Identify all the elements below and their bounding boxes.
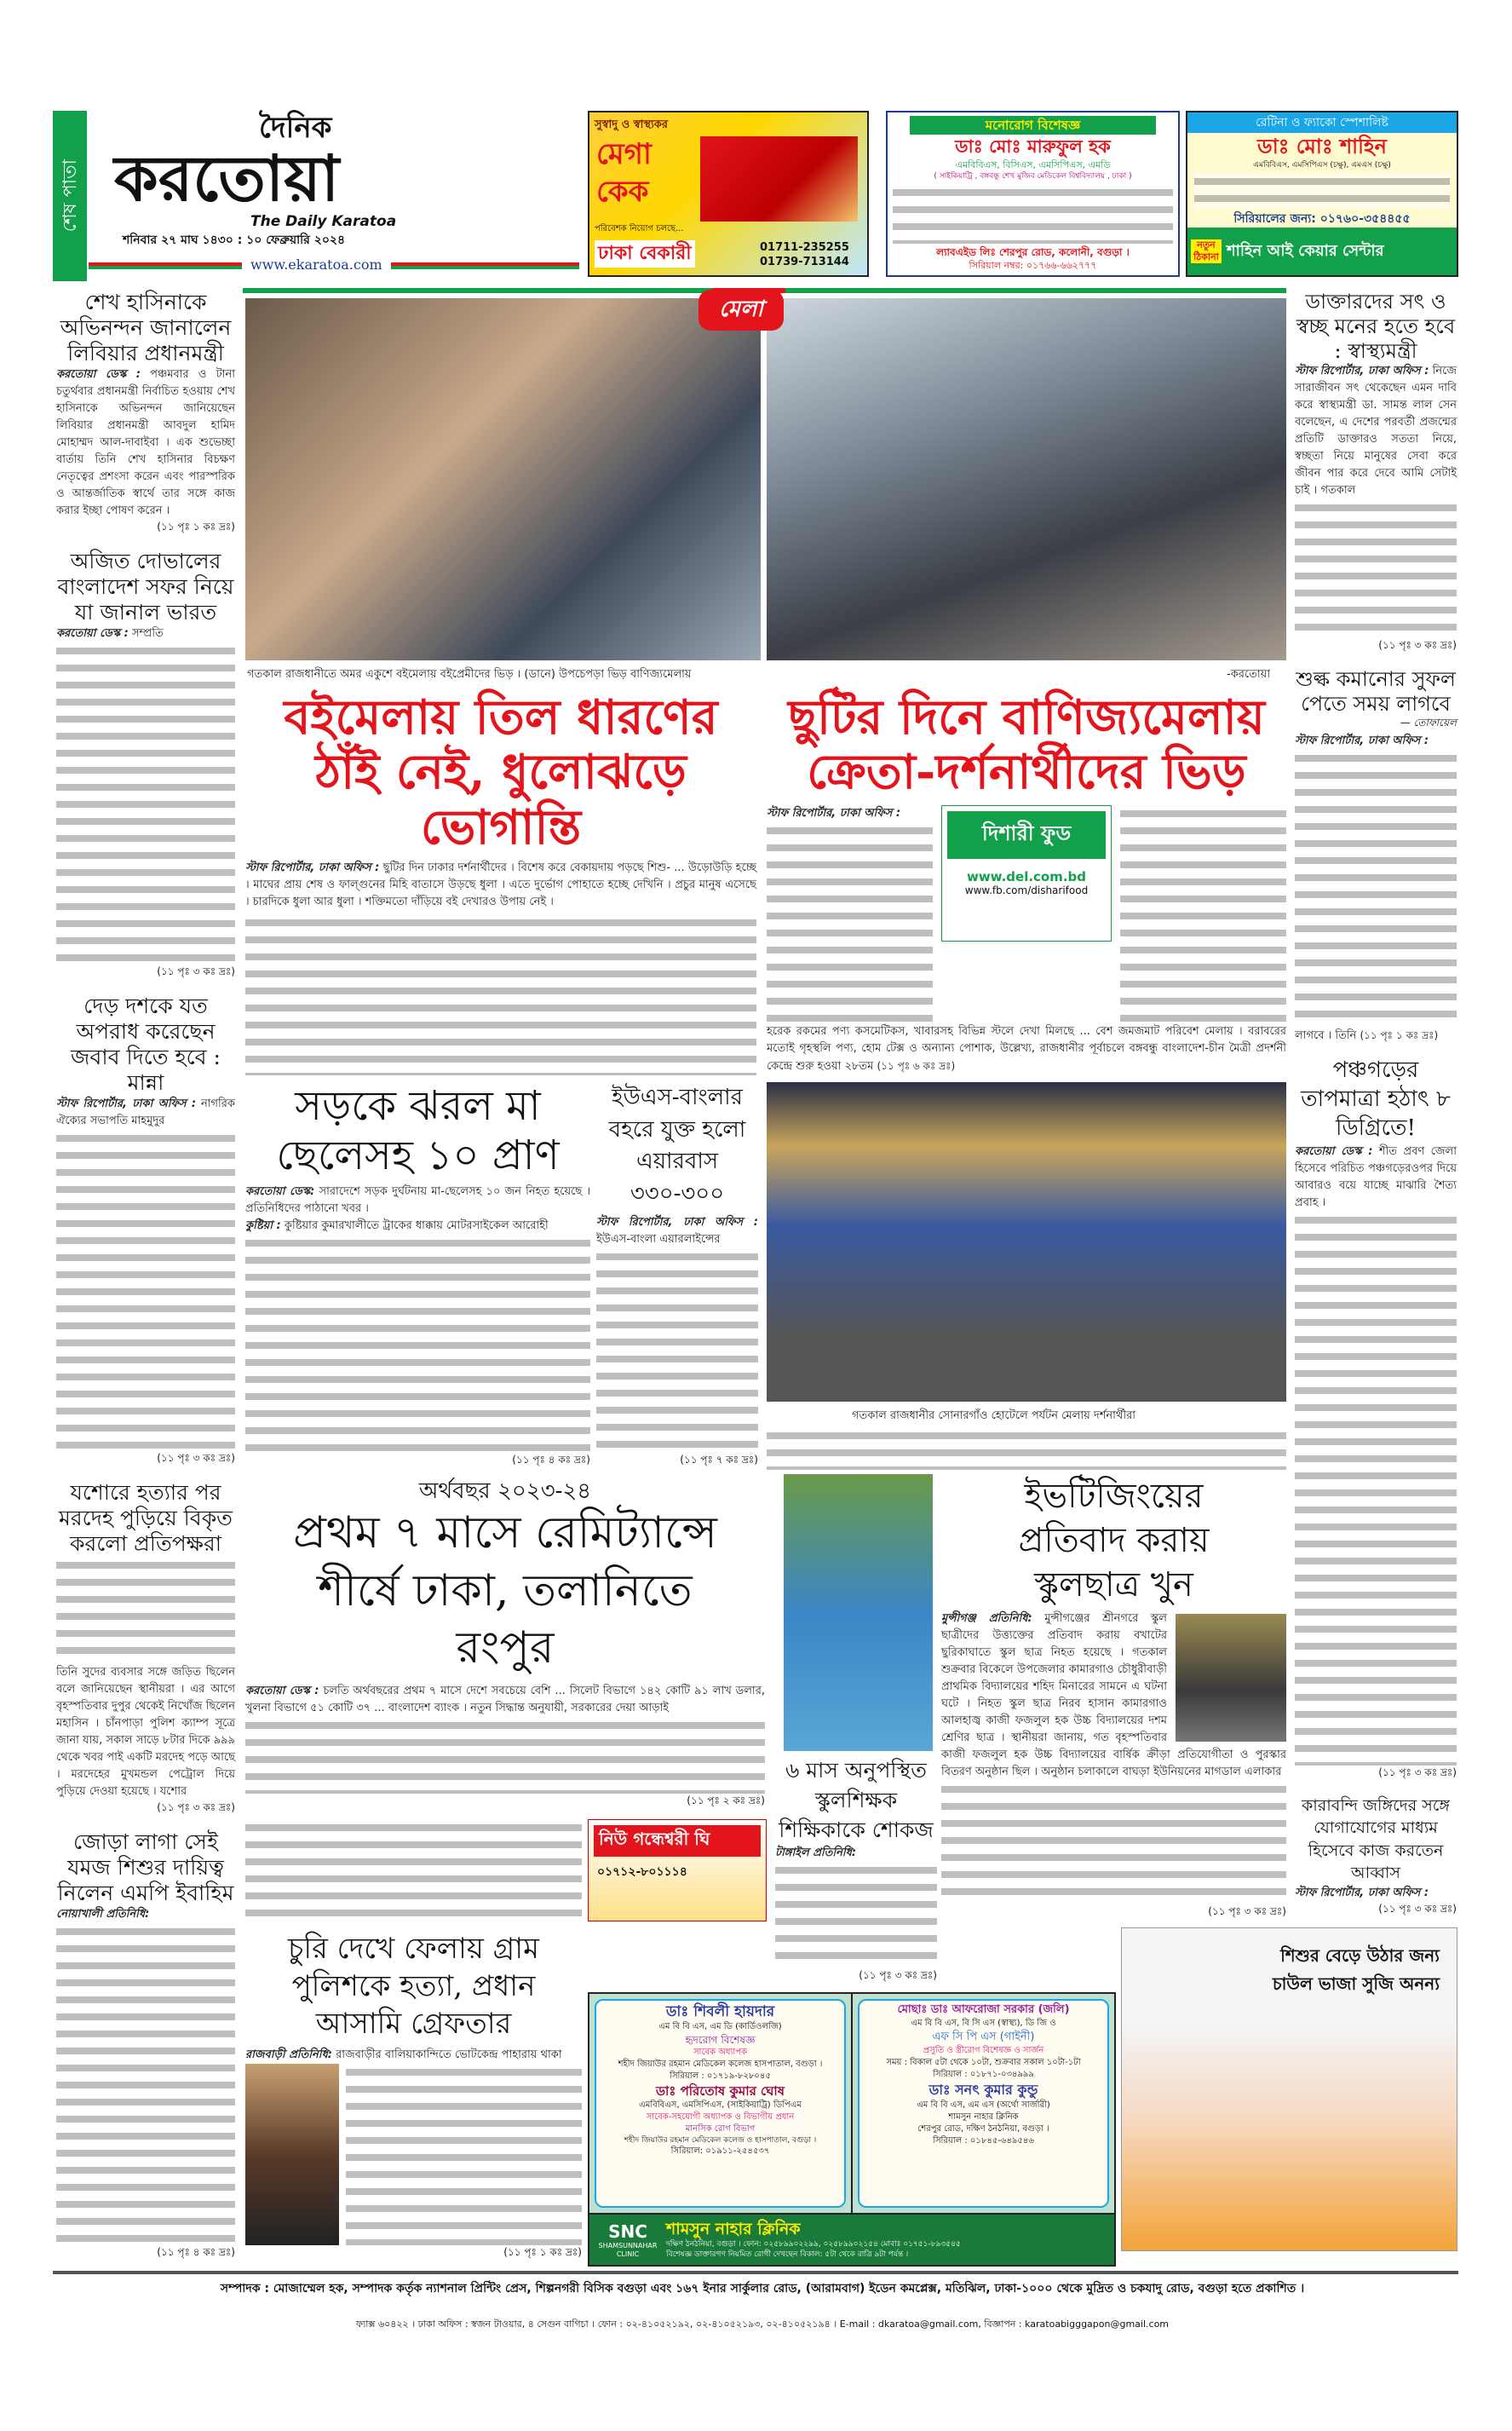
byline: — তোফায়েল xyxy=(1400,717,1457,729)
masthead-logo: করতোয়া xyxy=(114,142,340,216)
headline: কারাবন্দি জঙ্গিদের সঙ্গে যোগাযোগের মাধ্যম হিসেবে কাজ করতেন আব্বাস xyxy=(1302,1795,1450,1883)
story-tradefair xyxy=(767,690,1286,1075)
story-text: সম্প্রতি xyxy=(132,627,164,640)
doctor-address: শেরপুর রোড, দক্ষিণ ঠনঠনিয়া, বগুড়া । xyxy=(917,2124,1049,2134)
right-column xyxy=(1295,290,1457,1919)
story-eveteasing xyxy=(941,1474,1286,1921)
continued-ref: (১১ পৃঃ ৩ কঃ দ্রঃ) xyxy=(859,1969,937,1981)
ad-subtitle: চাউল ভাজা সুজি অনন্য xyxy=(1272,1973,1440,1994)
ad-header: রেটিনা ও ফ্যাকো স্পেশালিষ্ট xyxy=(1187,112,1457,133)
dateline: স্টাফ রিপোর্টার, ঢাকা অফিস : xyxy=(1295,1887,1429,1899)
story-remittance xyxy=(245,1478,765,1811)
dishari-food-ad xyxy=(941,805,1112,942)
story-text: রাজবাড়ীর বালিয়াকান্দিতে ভোটকেন্দ্র পাহারায় থাকা xyxy=(336,2048,562,2061)
story-text: কুষ্টিয়ার কুমারখালীতে ট্রাকের ধাক্কায় মোটরসাইকেল আরোহী xyxy=(284,1219,549,1233)
tourism-fair-photo xyxy=(767,1082,1286,1402)
headline: শুল্ক কমানোর সুফল পেতে সময় লাগবে xyxy=(1296,666,1456,716)
headline: দেড় দশকে যত অপরাধ করেছেন জবাব দিতে হবে : মান্না xyxy=(71,993,221,1095)
continued-ref: (১১ পৃঃ ৩ কঃ দ্রঃ) xyxy=(1378,1766,1457,1778)
ad-phone: 01711-235255 xyxy=(760,241,849,254)
serial-number: সিরিয়াল : ০১৮৪৫-৬৪৯৫৪৬ xyxy=(933,2136,1034,2146)
story-jessore xyxy=(56,1480,235,1817)
story-panchagarh xyxy=(1295,1057,1457,1782)
serial-number: সিরিয়াল: ০১৯১১-২৫৪৫৩৭ xyxy=(670,2146,770,2156)
headline: অজিত দোভালের বাংলাদেশ সফর নিয়ে যা জানাল ভারত xyxy=(57,549,234,625)
dateline: করতোয়া ডেস্ক : xyxy=(56,627,129,640)
continued-ref: (১১ পৃঃ ৪ কঃ দ্রঃ) xyxy=(157,2246,235,2259)
headline: বইমেলায় তিল ধারণের ঠাঁই নেই, ধুলোঝড়ে ভোগান্তি xyxy=(284,689,718,855)
clinic-banner xyxy=(589,2213,1114,2265)
story-text: সারাদেশে সড়ক দুর্ঘটনায় মা-ছেলেসহ ১০ জন নিহত হয়েছে । প্রতিনিধিদের পাঠানো খবর । xyxy=(245,1185,590,1216)
story-police xyxy=(245,1930,582,2262)
story-text: ছুটির দিন ঢাকার দর্শনার্থীদের । বিশেষ করে বেকায়দায় পড়ছে শিশু- ... উড়োউড়ি হচ্ছে । মাঘের প্রায় শেষ ও ফাল্গুনের মিহি বাতাসে উড়ছে ধুলা । এতে দুর্ভোগ পোহাতে হচ্ছে দেখিনি । প্রচুর মানুষ এসেছে । চারদিকে ধুলা আর ধুলা । শক্তিমতো দাঁড়িয়ে বই দেখারও উপায় নেই । xyxy=(245,861,756,909)
ad-title: শিশুর বেড়ে উঠার জন্য xyxy=(1280,1945,1440,1966)
ad-phone: 01739-713144 xyxy=(760,256,849,268)
dateline: স্টাফ রিপোর্টার, ঢাকা অফিস : xyxy=(1295,734,1429,748)
clinic-name: শামসুন নাহার ক্লিনিক xyxy=(666,2220,801,2238)
continued-ref: (১১ পৃঃ ৩ কঃ দ্রঃ) xyxy=(157,1801,235,1814)
headline: ইউএস-বাংলার বহরে যুক্ত হলো এয়ারবাস ৩৩০-৩০০ xyxy=(608,1085,746,1207)
ad-note: পরিবেশক নিয়োগ চলছে... xyxy=(595,224,684,233)
eye-specialist-ad xyxy=(1186,111,1458,277)
dateline: স্টাফ রিপোর্টার, ঢাকা অফিস : xyxy=(596,1215,758,1229)
headline: ডাক্তারদের সৎ ও স্বচ্ছ মনের হতে হবে : স্বাস্থ্যমন্ত্রী xyxy=(1296,290,1456,363)
section-strip xyxy=(53,111,87,281)
story-text: লাগবে । তিনি xyxy=(1295,1029,1357,1043)
ad-phone: ০১৭১২-৮০১১১৪ xyxy=(597,1865,687,1879)
ad-title: মেগা xyxy=(596,137,652,171)
serial-number: সিরিয়ালের জন্য: ০১৭৬০-৩৫৪৪৫৫ xyxy=(1233,212,1411,226)
story-text: পঞ্চমবার ও টানা চতুর্থবার প্রধানমন্ত্রী নির্বাচিত হওয়ায় শেখ হাসিনাকে অভিনন্দন জানিয়েছেন লিবিয়ার প্রধানমন্ত্রী আবদুল হামিদ মোহাম্মদ আল-দাবাইবা । এক শুভেচ্ছা বার্তায় তিনি শেখ হাসিনার বিচক্ষণ নেতৃত্বের প্রশংসা করেন এবং পারস্পরিক ও আন্তর্জাতিক স্বার্থে তার সঙ্গে কাজ করার ইচ্ছা পোষণ করেন । xyxy=(56,368,235,517)
headline: যশোরে হত্যার পর মরদেহ পুড়িয়ে বিকৃত করলো প্রতিপক্ষরা xyxy=(59,1480,233,1557)
website-link[interactable]: www.ekaratoa.com xyxy=(242,256,391,274)
masthead-prefix: দৈনিক xyxy=(259,111,332,145)
doctor-name: ডাঃ পরিতোষ কুমার ঘোষ xyxy=(655,2083,785,2099)
continued-ref: (১১ পৃঃ ৩ কঃ দ্রঃ) xyxy=(1378,638,1457,651)
doctor-name: মোছাঃ ডাঃ আফরোজা সরকার (জলি) xyxy=(897,2003,1070,2016)
ad-brand: দিশারী ফুড xyxy=(947,811,1106,859)
baby-food-ad xyxy=(1121,1927,1457,2251)
story-text: তিনি সুদের ব্যবসার সঙ্গে জড়িত ছিলেন বলে জানিয়েছেন স্থানীয়রা । এর আগে বৃহস্পতিবার দুপুর থেকেই নিখোঁজ ছিলেন মহাসিন । চাঁনপাড়া পুলিশ ক্যাম্প সূত্রে জানা যায়, সকাল সাড়ে ৮টার দিকে ৯৯৯ থেকে খবর পাই একটি মরদেহ পড়ে আছে । মরদেহের মুখমন্ডল পেট্রোল দিয়ে পুড়িয়ে দেওয়া হয়েছে । যশোর xyxy=(56,1666,235,1799)
dateline: স্টাফ রিপোর্টার, ঢাকা অফিস : xyxy=(1295,365,1429,378)
continued-ref: (১১ পৃঃ ৭ কঃ দ্রঃ) xyxy=(680,1454,758,1466)
continued-ref: (১১ পৃঃ ৩ কঃ দ্রঃ) xyxy=(157,965,235,977)
headline: শেখ হাসিনাকে অভিনন্দন জানালেন লিবিয়ার প্রধানমন্ত্রী xyxy=(60,290,232,366)
headline: সড়কে ঝরল মা ছেলেসহ ১০ প্রাণ xyxy=(276,1082,560,1179)
cake-box-image xyxy=(700,136,858,222)
footer-contacts: ফ্যাক্স ৬০৪২২ । ঢাকা অফিস : স্বজন টাওয়ার, ৪ সেগুন বাগিচা । ফোন : ০২-৪১০৫২১৯২, ০২-৪১০৫২১৯৩, ০২-৪১০৫২১৯৪ । E-mail : dkaratoa@gmail.com, বিজ্ঞাপন : karatoabigggapon@gmail.com xyxy=(355,2319,1170,2330)
doctors-ad xyxy=(588,1992,1116,2267)
dateline: করতোয়া ডেস্ক : xyxy=(245,1684,319,1697)
dateline: করতোয়া ডেস্ক : xyxy=(56,368,141,381)
dateline: করতোয়া ডেস্ক: xyxy=(245,1185,315,1199)
photo-caption: গতকাল রাজধানীতে অমর একুশে বইমেলায় বইপ্রেমীদের ভিড় । (ডানে) উপচেপড়া ভিড় বাণিজ্যমেলায় xyxy=(247,668,692,681)
dateline: করতোয়া ডেস্ক : xyxy=(1295,1144,1373,1158)
doctor-institute: শহীদ জিয়াউর রহমান মেডিকেল কলেজ হাসপাতাল, বগুড়া । xyxy=(618,2059,823,2069)
footer-imprint: সম্পাদক : মোজাম্মেল হক, সম্পাদক কর্তৃক ন্যাশনাল প্রিন্টিং প্রেস, শিল্পনগরী বিসিক বগুড়া এবং ১৬৭ ইনার সার্কুলার রোড, (আরামবাগ) ইডেন কমপ্লেক্স, মতিঝিল, ঢাকা-১০০০ থেকে মুদ্রিত ও চকযাদু রোড, বগুড়া হতে প্রকাশিত । xyxy=(220,2282,1305,2296)
story-abbas xyxy=(1295,1794,1457,1919)
story-usbangla xyxy=(596,1082,758,1470)
teacher-photo xyxy=(784,1474,933,1751)
ad-title: কেক xyxy=(596,175,649,209)
ad-header: মনোরোগ বিশেষজ্ঞ xyxy=(910,116,1156,135)
continued-ref: (১১ পৃঃ ৬ কঃ দ্রঃ) xyxy=(877,1060,956,1072)
doctor-name: ডাঃ শিবলী হায়দার xyxy=(665,2003,775,2020)
story-road xyxy=(245,1082,590,1470)
victim-photo xyxy=(1176,1614,1286,1742)
serial-number: সিরিয়াল : ০১৮৭১-০৩৪৯৯৯ xyxy=(933,2070,1034,2079)
doctor-name: ডাঃ সনৎ কুমার কুন্ডু xyxy=(928,2082,1038,2098)
cake-ad xyxy=(588,111,869,277)
doctor-name: ডাঃ মোঃ মারুফুল হক xyxy=(955,136,1111,157)
continued-ref: (১১ পৃঃ ৩ কঃ দ্রঃ) xyxy=(157,1452,235,1465)
ad-brand: ঢাকা বেকারী xyxy=(595,240,695,268)
story-teacher xyxy=(775,1755,937,1985)
footer-rule xyxy=(53,2271,1458,2274)
issue-date: শনিবার ২৭ মাঘ ১৪৩০ : ১০ ফেব্রুয়ারি ২০২৪ xyxy=(123,233,346,247)
dateline: স্টাফ রিপোর্টার, ঢাকা অফিস : xyxy=(245,861,380,875)
section-label: শেষ পাতা xyxy=(59,159,81,233)
photo-credit: -করতোয়া xyxy=(1227,668,1271,681)
dateline: স্টাফ রিপোর্টার, ঢাকা অফিস : xyxy=(56,1097,197,1110)
accused-photo xyxy=(245,2064,339,2245)
dateline: স্টাফ রিপোর্টার, ঢাকা অফিস : xyxy=(767,806,901,820)
story-hasina xyxy=(56,290,235,537)
sub-dateline: কুষ্টিয়া : xyxy=(245,1219,281,1233)
headline: ইভটিজিংয়ের প্রতিবাদ করায় স্কুলছাত্র খুন xyxy=(1018,1477,1210,1604)
continued-ref: (১১ পৃঃ ৩ কঃ দ্রঃ) xyxy=(1208,1905,1286,1917)
continued-ref: (১১ পৃঃ ১ কঃ দ্রঃ) xyxy=(1360,1029,1439,1042)
doctor-degrees: এম বি বি এস, এম এস (অর্থো সার্জারী) xyxy=(917,2100,1050,2110)
serial-number: সিরিয়াল নম্বর: ০১৭৬৬-৬৬২৭৭৭ xyxy=(969,260,1097,271)
doctor-clinic: শামসুন নাহার ক্লিনিক xyxy=(948,2112,1019,2122)
psychiatrist-ad xyxy=(886,111,1180,277)
logo-text: SNC xyxy=(608,2221,647,2242)
dateline: রাজবাড়ী প্রতিনিধি: xyxy=(245,2048,332,2061)
ghee-ad xyxy=(588,1819,767,1921)
continued-ref: (১১ পৃঃ ১ কঃ দ্রঃ) xyxy=(503,2246,582,2258)
story-tariff xyxy=(1295,667,1457,1046)
headline: প্রথম ৭ মাসে রেমিট্যান্সে শীর্ষে ঢাকা, তলানিতে রংপুর xyxy=(293,1507,717,1674)
story-manna xyxy=(56,994,235,1469)
story-text: নিজে সারাজীবন সৎ থেকেছেন এমন দাবি করে স্বাস্থ্যমন্ত্রী ডা. সামন্ত লাল সেন বলেছেন, এ দেশের পরবর্তী প্রজন্মের প্রতিটি ডাক্তারও সততা নিয়ে, স্বচ্ছতা নিয়ে মানুষের সেবা করে জীবন পার করে দেবে আমি সেটাই চাই । গতকাল xyxy=(1295,365,1457,498)
doctor-specialty: সাবেক-সহযোগী অধ্যাপক ও বিভাগীয় প্রধান xyxy=(646,2112,795,2122)
clinic-contact: দক্ষিণ ঠনঠনিয়া, বগুড়া । ফোন: ০২৫৮৯৯০২২৯৯, ০২৫৮৯৯০২১৫৪ মোবাঃ ০১৭৫১-৮৯৩৫৪৫ xyxy=(666,2240,961,2249)
doctor-degrees: এমবিবিএস, বিসিএস, এমসিপিএস, এমডি xyxy=(955,159,1111,170)
headline: ছুটির দিনে বাণিজ্যমেলায় ক্রেতা-দর্শনার্থীদের ভিড় xyxy=(788,689,1265,801)
doctor-card xyxy=(858,1999,1109,2208)
story-text: মুন্সীগঞ্জের শ্রীনগরে স্কুল ছাত্রীদের উত্ত্যক্তের প্রতিবাদ করায় বখাটের ছুরিকাঘাতে স্কুল ছাত্র নিহত হয়েছে । গতকাল শুক্রবার বিকেলে উপজেলার কামারগাও চৌধুরীবাড়ী প্রাথমিক বিদ্যালয়ের শহিদ মিনারের সামনে এ ঘটনা ঘটে । নিহত স্কুল ছাত্র নিরব হাসান কামারগাও আলহাজ্ব কাজী ফজলুল হক উচ্চ বিদ্যালয়ের দশম শ্রেণির ছাত্র । স্থানীয়রা জানায়, গত বৃহস্পতিবার কাজী ফজলুল হক উচ্চ বিদ্যালয়ের বার্ষিক ক্রীড়া প্রতিযোগীতা ও পুরস্কার বিতরণ অনুষ্ঠান ছিল । অনুষ্ঠান চলাকালে বাঘড়া ইউনিয়নের মাগডাল এলাকার xyxy=(941,1612,1286,1778)
doctor-degrees: এম বি বি এস, এম ডি (কার্ডিওলজি) xyxy=(658,2022,782,2031)
continued-ref: (১১ পৃঃ ২ কঃ দ্রঃ) xyxy=(687,1794,765,1806)
ad-title: নিউ গন্ধেশ্বরী ঘি xyxy=(594,1825,761,1857)
headline: পঞ্চগড়ের তাপমাত্রা হঠাৎ ৮ ডিগ্রিতে! xyxy=(1301,1057,1451,1141)
doctor-degrees: এমবিবিএস, এমসিপিএস (চক্ষু), এমএস (চক্ষু) xyxy=(1253,161,1391,170)
masthead-english: The Daily Karatoa xyxy=(250,213,397,230)
continued-ref: (১১ পৃঃ ৩ কঃ দ্রঃ) xyxy=(1378,1903,1457,1915)
story-text: শীত প্রবণ জেলা হিসেবে পরিচিত পঞ্চগড়েরওপর দিয়ে আবারও বয়ে যাচ্ছে মাঝারি শৈত্য প্রবাহ । xyxy=(1295,1144,1457,1209)
story-bookfair xyxy=(245,690,756,1075)
left-column xyxy=(56,290,235,2262)
center-name: শাহিন আই কেয়ার সেন্টার xyxy=(1227,242,1384,260)
story-text: নাগরিক ঐক্যের সভাপতি মাহমুদুর xyxy=(56,1097,235,1127)
continued-ref: (১১ পৃঃ ৪ কঃ দ্রঃ) xyxy=(512,1454,590,1466)
doctor-post: মানসিক রোগ বিভাগ xyxy=(685,2124,756,2134)
logo-sub: SHAMSUNNAHAR CLINIC xyxy=(598,2241,658,2258)
new-address-badge: নতুন ঠিকানা xyxy=(1191,239,1222,263)
serial-number: সিরিয়াল : ০১৭১৯-৮২৮০৪৫ xyxy=(670,2071,771,2081)
kicker: অর্থবছর ২০২৩-২৪ xyxy=(418,1478,592,1504)
mela-label: মেলা xyxy=(699,290,784,331)
doctor-post: সাবেক অধ্যাপক xyxy=(693,2048,748,2057)
story-text: ইউএস-বাংলা এয়ারলাইন্সের xyxy=(596,1232,721,1246)
doctor-hours: সময় : বিকাল ৫টা থেকে ১০টা, শুক্রবার সকাল ১০টা-১টা xyxy=(886,2058,1081,2067)
doctor-card xyxy=(595,1999,846,2208)
dateline: টাঙ্গাইল প্রতিনিধি: xyxy=(775,1846,857,1859)
ad-tag: সুস্বাদু ও স্বাস্থ্যকর xyxy=(595,118,669,131)
headline: চুরি দেখে ফেলায় গ্রাম পুলিশকে হত্যা, প্রধান আসামি গ্রেফতার xyxy=(288,1932,539,2042)
doctor-institute: ( সাইকিয়াট্রি , বঙ্গবন্ধু শেখ মুজিব মেডিকেল বিশ্ববিদ্যালয় , ঢাকা ) xyxy=(934,172,1132,181)
ad-facebook: www.fb.com/disharifood xyxy=(964,884,1089,896)
photo-caption: গতকাল রাজধানীর সোনারগাঁও হোটেলে পর্যটন মেলায় দর্শনার্থীরা xyxy=(852,1409,1135,1422)
doctor-institute: শহীদ জিয়াউর রহমান মেডিকেল কলেজ ও হাসপাতাল, বগুড়া । xyxy=(624,2136,817,2145)
doctor-post: প্রসুতি ও স্ত্রীরোগ বিশেষজ্ঞ ও সার্জন xyxy=(923,2046,1044,2055)
doctor-specialty: এফ সি পি এস (গাইনী) xyxy=(932,2031,1035,2043)
masthead xyxy=(89,111,579,281)
story-text: হরেক রকমের পণ্য কসমেটিকস, খাবারসহ বিভিন্ন স্টলে দেখা মিলছে ... বেশ জমজমাট পরিবেশ মেলায় । বরাবরের মতোই গৃহস্থলি পণ্য, হোম টেক্স ও অন্যান্য পোশাক, উল্লেখ্য, রাজধানীর পূর্বাচলে বঙ্গবন্ধু বাংলাদেশ-চীন মৈত্রী প্রদর্শনী কেন্দ্রে শুরু হওয়া ২৮তম xyxy=(767,1025,1286,1073)
clinic-hours: বিশেষজ্ঞ ডাক্তারগণ নিয়মিত রোগী দেখছেন বিকাল: ৫টা থেকে রাত্রি ৯টা পর্যন্ত । xyxy=(666,2250,909,2259)
doctor-degrees: এমবিবিএস, এমসিপিএস, (সাইকিয়াট্রি) ডিপিএম xyxy=(639,2100,802,2110)
headline: ৬ মাস অনুপস্থিত স্কুলশিক্ষক শিক্ষিকাকে শোকজ xyxy=(779,1758,934,1842)
story-twins xyxy=(56,1829,235,2262)
story-health xyxy=(1295,290,1457,655)
bookfair-photo xyxy=(245,298,761,660)
ad-website: www.del.com.bd xyxy=(966,868,1087,884)
doctor-degrees: এম বি বি এস, বি সি এস (স্বাস্থ্য), ডি জি ও xyxy=(911,2019,1056,2028)
chamber-address: ল্যাবএইড লিঃ শেরপুর রোড, কলোনী, বগুড়া । xyxy=(936,246,1130,258)
headline: জোড়া লাগা সেই যমজ শিশুর দায়িত্ব নিলেন এমপি ইবাহিম xyxy=(57,1829,234,1906)
doctor-specialty: হৃদরোগ বিশেষজ্ঞ xyxy=(685,2034,756,2046)
dateline: নোয়াখালী প্রতিনিধি: xyxy=(56,1908,150,1921)
dateline: মুন্সীগঞ্জ প্রতিনিধি: xyxy=(941,1612,1032,1625)
clinic-logo xyxy=(598,2221,658,2259)
continued-ref: (১১ পৃঃ ১ কঃ দ্রঃ) xyxy=(157,521,235,533)
doctor-name: ডাঃ মোঃ শাহিন xyxy=(1257,135,1387,158)
story-text: চলতি অর্থবছরের প্রথম ৭ মাসে দেশে সবচেয়ে বেশি ... সিলেট বিভাগে ১৪২ কোটি ৯১ লাখ ডলার, খুলনা বিভাগে ৫১ কোটি ৩৭ ... বাংলাদেশ ব্যাংক । নতুন সিদ্ধান্ত অনুযায়ী, সরকারের দেয়া আড়াই xyxy=(245,1684,765,1714)
story-doval xyxy=(56,549,235,982)
tradefair-photo xyxy=(767,298,1286,660)
